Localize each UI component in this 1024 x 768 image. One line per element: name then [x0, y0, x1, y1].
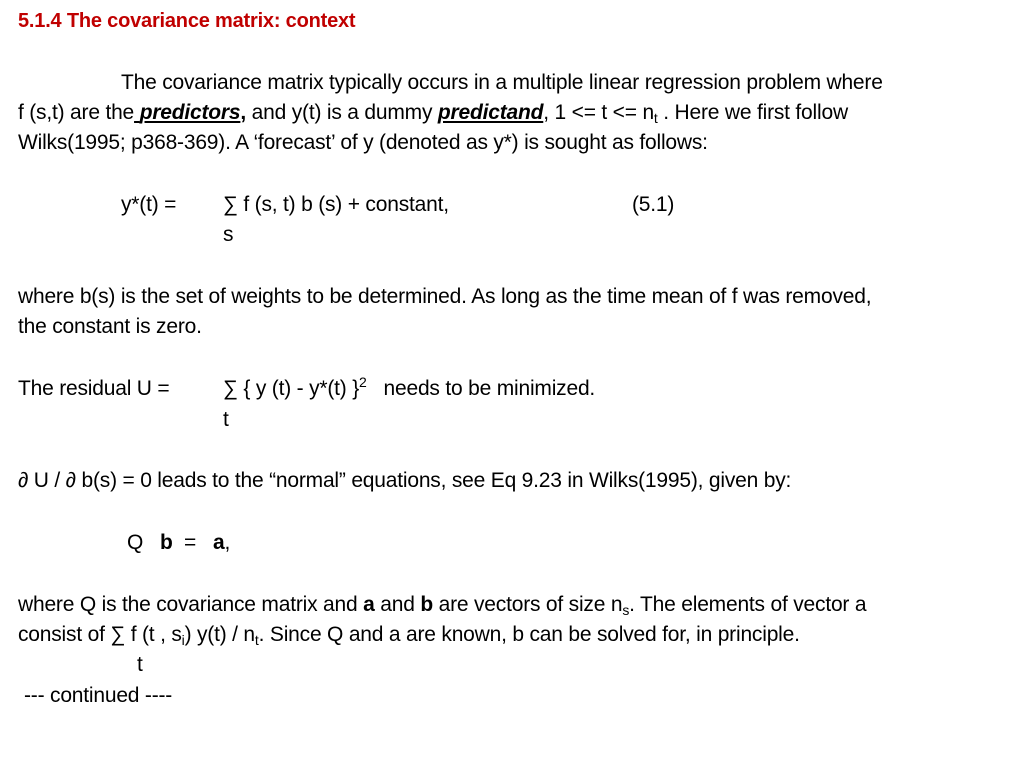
para3-text: . Since Q and a are known, b can be solved for, in principle.	[258, 623, 800, 646]
subscript-t: t	[254, 632, 259, 648]
residual-sum-index: t	[223, 408, 229, 431]
intro-text: f (s,t) are the	[18, 101, 135, 124]
para3-sum-index: t	[137, 653, 143, 676]
residual-lhs: The residual U =	[18, 377, 170, 400]
para3-text: where Q is the covariance matrix and	[18, 593, 358, 616]
intro-text: and y(t) is a dummy	[251, 101, 433, 124]
residual-tail: needs to be minimized.	[383, 377, 596, 400]
intro-text: , 1 <= t <= n	[543, 101, 654, 124]
eq2-comma: ,	[224, 531, 231, 554]
subscript-t: t	[653, 110, 658, 126]
comma: ,	[240, 101, 247, 124]
residual-rhs	[223, 374, 595, 404]
eq1-number: (5.1)	[632, 193, 675, 216]
para3-line-1	[18, 590, 866, 620]
superscript-2: 2	[359, 374, 367, 390]
eq2	[127, 528, 230, 558]
eq2-q: Q	[127, 531, 144, 554]
vector-b: b	[420, 593, 433, 616]
para2-line-1: where b(s) is the set of weights to be determined. As long as the time mean of f was removed,	[18, 285, 872, 308]
para3-text: . The elements of vector a	[629, 593, 867, 616]
intro-line-2	[18, 98, 848, 128]
eq2-a: a	[212, 531, 225, 554]
residual-expression: ∑ { y (t) - y*(t) }	[223, 377, 360, 400]
eq1-lhs: y*(t) =	[121, 193, 177, 216]
predictors-term: predictors	[139, 101, 241, 124]
eq2-equals: =	[183, 531, 197, 554]
subscript-s: s	[622, 602, 630, 618]
intro-text: . Here we first follow	[663, 101, 848, 124]
para3-text: ) y(t) / n	[184, 623, 255, 646]
predictand-term: predictand	[437, 101, 544, 124]
intro-line-3: Wilks(1995; p368-369). A ‘forecast’ of y (denoted as y*) is sought as follows:	[18, 131, 708, 154]
para3-and: and	[380, 593, 415, 616]
eq1-sum-index: s	[223, 223, 234, 246]
para3-text: consist of ∑ f (t , s	[18, 623, 182, 646]
eq1-rhs: ∑ f (s, t) b (s) + constant,	[223, 193, 449, 216]
eq2-b: b	[160, 531, 173, 554]
subscript-i: i	[181, 632, 185, 648]
continued-note: --- continued ----	[24, 684, 173, 707]
para3-line-2	[18, 620, 800, 650]
vector-a: a	[363, 593, 375, 616]
normal-equations-line: ∂ U / ∂ b(s) = 0 leads to the “normal” equations, see Eq 9.23 in Wilks(1995), given by:	[18, 469, 792, 492]
slide-title: 5.1.4 The covariance matrix: context	[18, 10, 356, 32]
para2-line-2: the constant is zero.	[18, 315, 202, 338]
intro-line-1: The covariance matrix typically occurs in a multiple linear regression problem where	[121, 71, 883, 94]
para3-text: are vectors of size n	[438, 593, 623, 616]
